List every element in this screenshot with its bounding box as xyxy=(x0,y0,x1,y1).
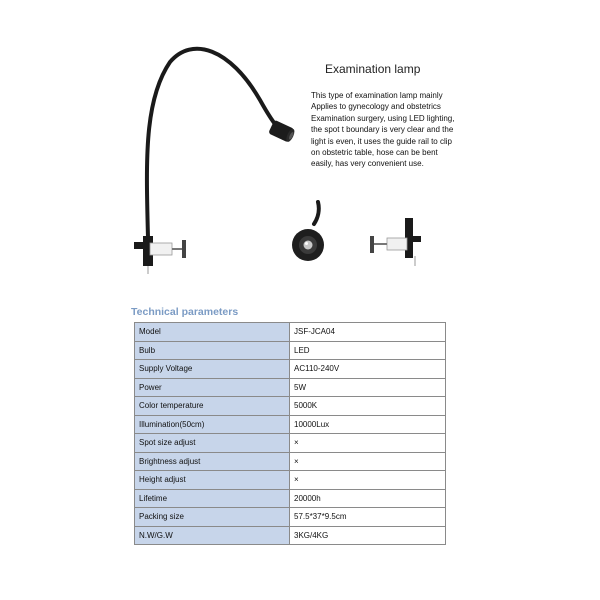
product-title: Examination lamp xyxy=(325,62,421,76)
spec-value: 10000Lux xyxy=(290,415,446,434)
spec-value: 20000h xyxy=(290,489,446,508)
table-row xyxy=(135,489,446,508)
spec-value: 5000K xyxy=(290,397,446,416)
spec-label: Brightness adjust xyxy=(135,452,290,471)
spec-value: 3KG/4KG xyxy=(290,526,446,545)
description-line: Examination surgery, using LED lighting, xyxy=(311,113,455,123)
product-description xyxy=(311,90,471,170)
rail-clamp-image xyxy=(365,212,435,274)
specs-section-title: Technical parameters xyxy=(131,306,239,318)
table-row xyxy=(135,341,446,360)
spec-label: N.W/G.W xyxy=(135,526,290,545)
table-row xyxy=(135,360,446,379)
description-line: Applies to gynecology and obstetrics xyxy=(311,102,441,112)
spec-label: Supply Voltage xyxy=(135,360,290,379)
description-line: the spot t boundary is very clear and the xyxy=(311,125,454,135)
table-row xyxy=(135,526,446,545)
table-row xyxy=(135,434,446,453)
spec-label: Color temperature xyxy=(135,397,290,416)
spec-value: × xyxy=(290,434,446,453)
description-line: This type of examination lamp mainly xyxy=(311,91,443,100)
spec-value: LED xyxy=(290,341,446,360)
spec-label: Bulb xyxy=(135,341,290,360)
spec-value: JSF-JCA04 xyxy=(290,323,446,342)
table-row xyxy=(135,508,446,527)
spec-label: Power xyxy=(135,378,290,397)
table-row xyxy=(135,397,446,416)
table-row xyxy=(135,323,446,342)
spec-label: Height adjust xyxy=(135,471,290,490)
specs-table xyxy=(134,322,446,545)
spec-value: AC110-240V xyxy=(290,360,446,379)
table-row xyxy=(135,415,446,434)
table-row xyxy=(135,452,446,471)
spec-label: Spot size adjust xyxy=(135,434,290,453)
description-line: light is even, it uses the guide rail to clip xyxy=(311,136,452,146)
table-row xyxy=(135,378,446,397)
spec-label: Model xyxy=(135,323,290,342)
spec-label: Packing size xyxy=(135,508,290,527)
lamp-head-image xyxy=(282,200,342,275)
description-line: easily, has very convenient use. xyxy=(311,159,424,169)
spec-value: 5W xyxy=(290,378,446,397)
spec-value: 57.5*37*9.5cm xyxy=(290,508,446,527)
spec-value: × xyxy=(290,471,446,490)
table-row xyxy=(135,471,446,490)
spec-label: Lifetime xyxy=(135,489,290,508)
gooseneck-lamp-image xyxy=(120,40,300,280)
spec-value: × xyxy=(290,452,446,471)
spec-label: Illumination(50cm) xyxy=(135,415,290,434)
description-line: on obstetric table, hose can be bent xyxy=(311,148,438,158)
